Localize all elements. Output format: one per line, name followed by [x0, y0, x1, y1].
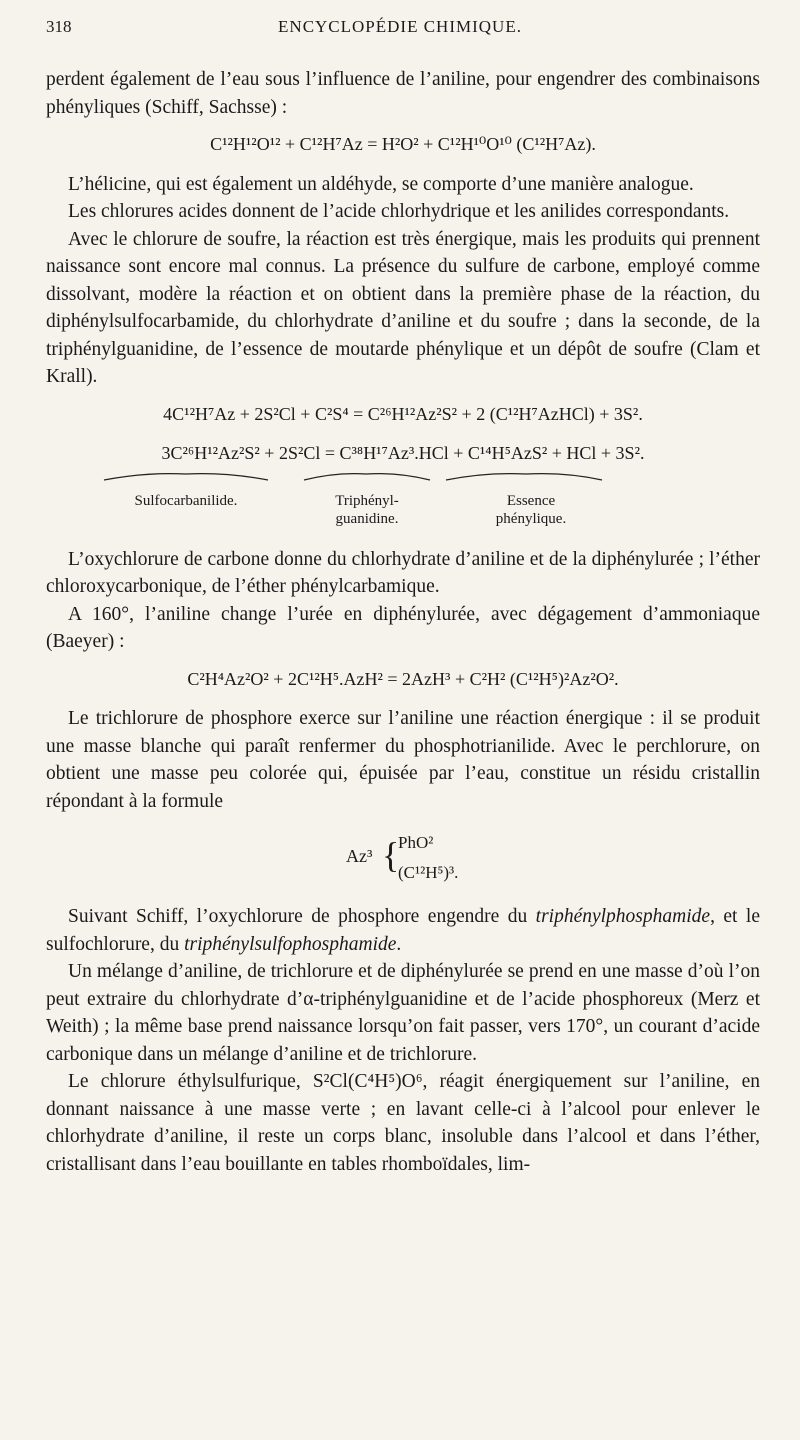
italic-term: triphénylphosphamide — [535, 906, 711, 927]
text-run: , et le sulfochlorure, du — [46, 906, 760, 955]
paragraph: L’hélicine, qui est également un aldéhyde, se comporte d’une manière analogue. — [68, 173, 694, 195]
page-header — [46, 14, 754, 40]
text-run: Suivant Schiff, l’oxychlorure de phosphore engendre du — [68, 906, 536, 927]
italic-term: triphénylsulfophosphamide — [184, 933, 397, 955]
label-phenylique: phénylique. — [495, 510, 567, 527]
paragraph: A 160°, l’aniline change l’urée en diphénylurée, avec dégagement d’ammoniaque (Baeyer) : — [46, 603, 760, 652]
text-run: . — [396, 933, 402, 955]
paragraph: Les chlorures acides donnent de l’acide chlorhydrique et les anilides correspondants. — [68, 201, 730, 222]
paragraph: perdent également de l’eau sous l’influence de l’aniline, pour engendrer des combinaisons phényliques (Schiff, Sachsse) : — [46, 69, 760, 118]
underbrace-marks — [46, 468, 760, 488]
equation: 4C¹²H⁷Az + 2S²Cl + C²S⁴ = C²⁶H¹²Az²S² + 2 (C¹²H⁷AzHCl) + 3S². — [163, 403, 643, 424]
formula-bottom: (C¹²H⁵)³. — [398, 863, 459, 882]
label-essence: Essence — [506, 492, 556, 509]
paragraph: Un mélange d’aniline, de trichlorure et de diphénylurée se prend en une masse d’où l’on peut extraire du chlorhydrate d’α-triphénylguanidine et de l’acide phosphoreux (Merz et Weith) ; la même base prend naissance lorsqu’on fait passer, vers 170°, un courant d’acide carbonique dans un mélange d’aniline et de trichlorure. — [46, 961, 760, 1065]
formula-block — [46, 825, 760, 895]
running-title: ENCYCLOPÉDIE CHIMIQUE. — [278, 17, 522, 36]
formula-top: PhO² — [398, 833, 434, 852]
paragraph — [46, 903, 760, 958]
equation-labels — [46, 468, 760, 546]
equation: C²H⁴Az²O² + 2C¹²H⁵.AzH² = 2AzH³ + C²H² (C¹²H⁵)²Az²O². — [187, 668, 619, 689]
text-body — [46, 66, 760, 1178]
equation: 3C²⁶H¹²Az²S² + 2S²Cl = C³⁸H¹⁷Az³.HCl + C¹⁴H⁵AzS² + HCl + 3S². — [161, 443, 645, 463]
paragraph: L’oxychlorure de carbone donne du chlorhydrate d’aniline et de la diphénylurée ; l’éther chloroxycarbonique, de l’éther phénylcarbamique. — [46, 548, 760, 597]
formula-brace: { — [382, 835, 400, 875]
equation: C¹²H¹²O¹² + C¹²H⁷Az = H²O² + C¹²H¹⁰O¹⁰ (C¹²H⁷Az). — [210, 134, 596, 154]
page-number: 318 — [46, 17, 72, 36]
label-guanidine: guanidine. — [335, 510, 399, 527]
paragraph: Avec le chlorure de soufre, la réaction est très énergique, mais les produits qui prennent naissance sont encore mal connus. La présence du sulfure de carbone, employé comme dissolvant, modère la réaction et on obtient dans la première phase de la réaction, du diphénylsulfocarbamide, du chlorhydrate d’aniline et du soufre ; dans la seconde, de la triphénylguanidine, de l’essence de moutarde phénylique et un dépôt de soufre (Clam et Krall). — [46, 228, 760, 387]
label-triphenyl: Triphényl- — [335, 492, 399, 509]
formula-az: Az³ — [346, 846, 373, 866]
label-sulfocarbanilide: Sulfocarbanilide. — [134, 492, 238, 509]
paragraph: Le trichlorure de phosphore exerce sur l’aniline une réaction énergique : il se produit une masse blanche qui paraît renfermer du phosphotrianilide. Avec le perchlorure, on obtient une masse peu colorée qui, épuisée par l’eau, constitue un résidu cristallin répondant à la formule — [46, 708, 760, 812]
paragraph: Le chlorure éthylsulfurique, S²Cl(C⁴H⁵)O⁶, réagit énergiquement sur l’aniline, en donnant naissance à une masse verte ; en lavant celle-ci à l’alcool pour enlever le chlorhydrate d’aniline, il reste un corps blanc, insoluble dans l’alcool et dans l’éther, cristallisant dans l’eau bouillante en tables rhomboïdales, lim- — [46, 1071, 760, 1175]
